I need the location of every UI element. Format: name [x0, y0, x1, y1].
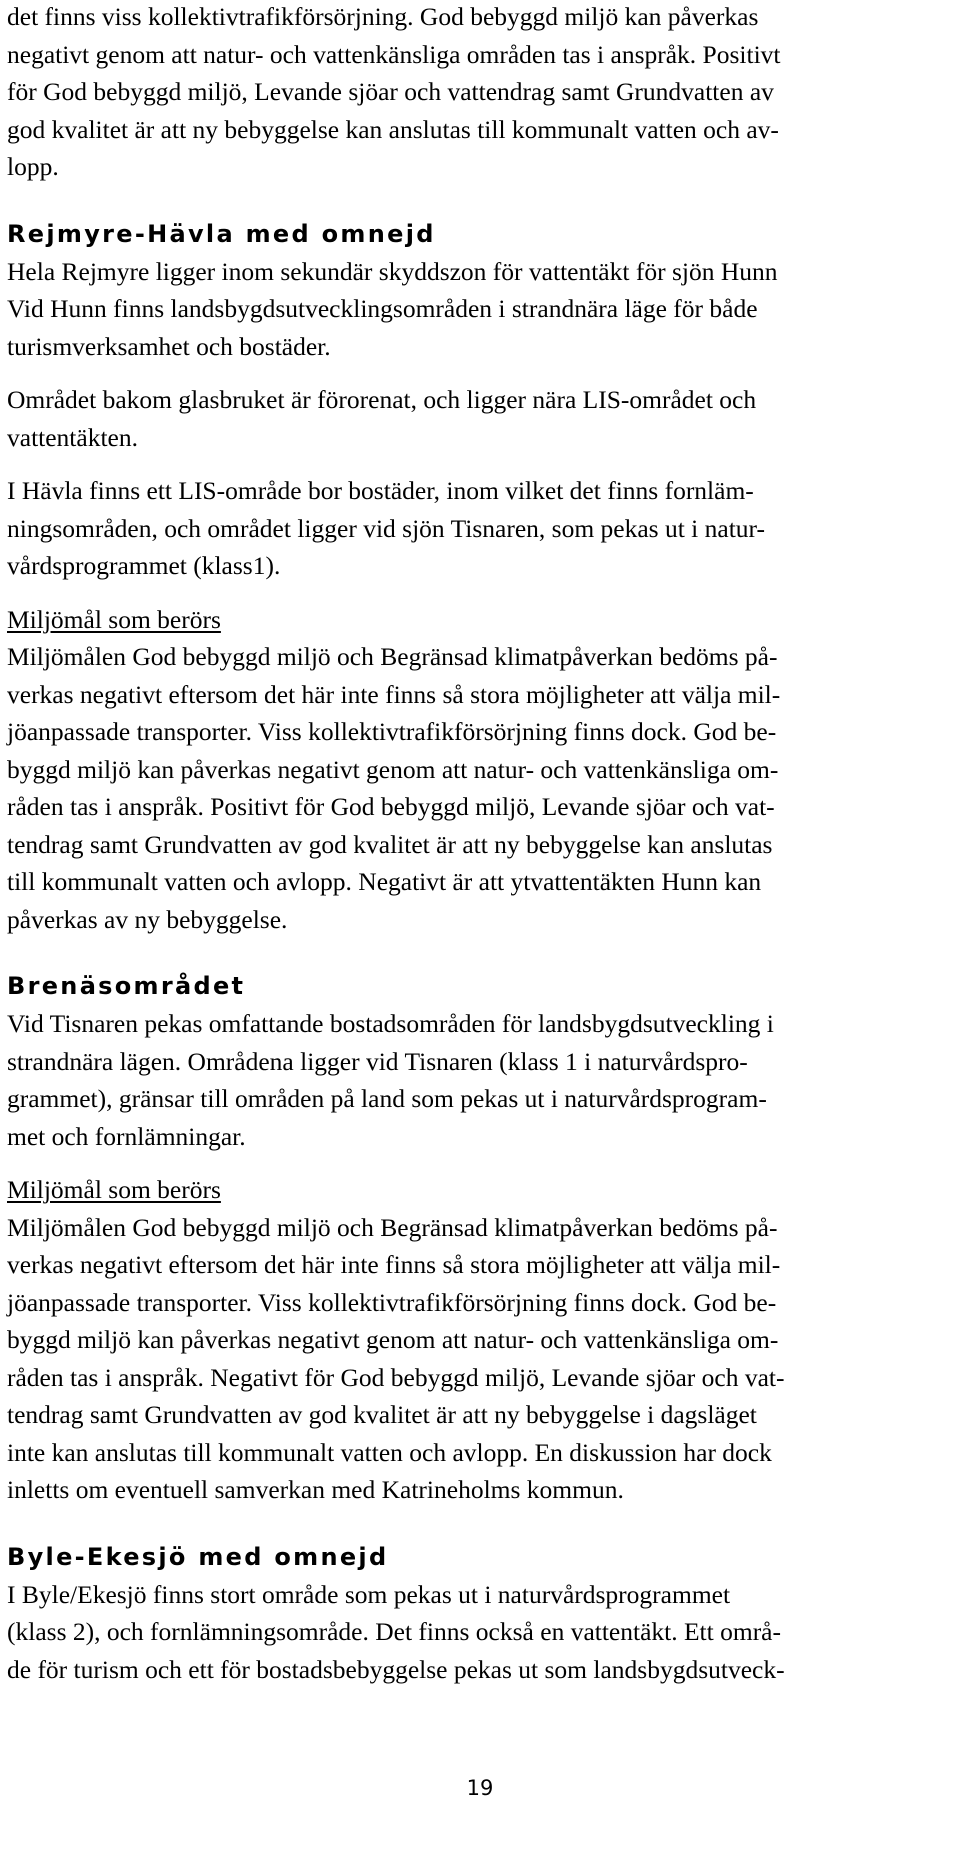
text-line: verkas negativt eftersom det här inte finns så stora möjligheter att välja mil- — [7, 1250, 781, 1279]
text-line: vårdsprogrammet (klass1). — [7, 551, 281, 580]
text-line: ningsområden, och området ligger vid sjön Tisnaren, som pekas ut i natur- — [7, 513, 766, 543]
page-number: 19 — [466, 1776, 494, 1800]
text-line: Hela Rejmyre ligger inom sekundär skyddszon för vattentäkt för sjön Hunn — [7, 256, 778, 286]
text-line: byggd miljö kan påverkas negativt genom att natur- och vattenkänsliga om- — [7, 754, 779, 784]
text-line: Vid Tisnaren pekas omfattande bostadsområden för landsbygdsutveckling i — [7, 1009, 774, 1038]
text-line: Området bakom glasbruket är förorenat, och ligger nära LIS-området och — [7, 385, 757, 414]
text-line: I Byle/Ekesjö finns stort område som pekas ut i naturvårdsprogrammet — [7, 1579, 731, 1609]
subsection — [7, 1171, 953, 1509]
text-line: påverkas av ny bebyggelse. — [7, 904, 288, 934]
text-line: råden tas i anspråk. Negativt för God bebyggd miljö, Levande sjöar och vat- — [7, 1362, 785, 1392]
text-line: inletts om eventuell samverkan med Katrineholms kommun. — [7, 1475, 624, 1504]
text-line: det finns viss kollektivtrafikförsörjning. God bebyggd miljö kan påverkas — [7, 2, 759, 31]
text-line: Miljömålen God bebyggd miljö och Begränsad klimatpåverkan bedöms på- — [7, 642, 778, 671]
subheading-miljomal: Miljömål som berörs — [7, 1175, 221, 1204]
paragraph — [7, 1576, 953, 1689]
text-line: för God bebyggd miljö, Levande sjöar och vattendrag samt Grundvatten av — [7, 77, 774, 106]
paragraph — [7, 1005, 953, 1155]
text-line: lopp. — [7, 152, 59, 181]
document-page — [7, 0, 953, 1688]
paragraph — [7, 472, 953, 585]
text-line: råden tas i anspråk. Positivt för God bebyggd miljö, Levande sjöar och vat- — [7, 792, 775, 821]
text-line: god kvalitet är att ny bebyggelse kan anslutas till kommunalt vatten och av- — [7, 114, 779, 144]
text-line: strandnära lägen. Områdena ligger vid Tisnaren (klass 1 i naturvårdspro- — [7, 1046, 748, 1076]
text-line: (klass 2), och fornlämningsområde. Det finns också en vattentäkt. Ett områ- — [7, 1617, 781, 1646]
text-line: I Hävla finns ett LIS-område bor bostäder, inom vilket det finns fornläm- — [7, 476, 754, 505]
section-heading-rejmyre-havla: Rejmyre-Hävla med omnejd — [7, 219, 436, 248]
text-line: jöanpassade transporter. Viss kollektivtrafikförsörjning finns dock. God be- — [7, 717, 777, 746]
text-line: byggd miljö kan påverkas negativt genom att natur- och vattenkänsliga om- — [7, 1325, 779, 1354]
text-line: vattentäkten. — [7, 422, 138, 452]
subsection — [7, 601, 953, 939]
text-line: de för turism och ett för bostadsbebyggelse pekas ut som landsbygdsutveck- — [7, 1654, 785, 1684]
text-line: tendrag samt Grundvatten av god kvalitet är att ny bebyggelse i dagsläget — [7, 1400, 757, 1429]
text-line: till kommunalt vatten och avlopp. Negativt är att ytvattentäkten Hunn kan — [7, 867, 762, 896]
subheading-miljomal: Miljömål som berörs — [7, 604, 221, 634]
intro-paragraph — [7, 0, 953, 186]
text-line: Miljömålen God bebyggd miljö och Begränsad klimatpåverkan bedöms på- — [7, 1212, 778, 1242]
paragraph — [7, 381, 953, 456]
section-heading-byle-ekesjo: Byle-Ekesjö med omnejd — [7, 1542, 389, 1571]
text-line: turismverksamhet och bostäder. — [7, 331, 331, 361]
text-line: jöanpassade transporter. Viss kollektivtrafikförsörjning finns dock. God be- — [7, 1287, 777, 1317]
text-line: Vid Hunn finns landsbygdsutvecklingsområden i strandnära läge för både — [7, 294, 758, 323]
text-line: met och fornlämningar. — [7, 1121, 246, 1151]
section-heading-brenasomradet: Brenäsområdet — [7, 972, 246, 1000]
paragraph — [7, 253, 953, 366]
text-line: tendrag samt Grundvatten av god kvalitet är att ny bebyggelse kan anslutas — [7, 829, 773, 859]
text-line: verkas negativt eftersom det här inte finns så stora möjligheter att välja mil- — [7, 679, 781, 709]
text-line: negativt genom att natur- och vattenkänsliga områden tas i anspråk. Positivt — [7, 39, 781, 69]
text-line: grammet), gränsar till områden på land som pekas ut i naturvårdsprogram- — [7, 1084, 767, 1113]
text-line: inte kan anslutas till kommunalt vatten och avlopp. En diskussion har dock — [7, 1437, 772, 1467]
